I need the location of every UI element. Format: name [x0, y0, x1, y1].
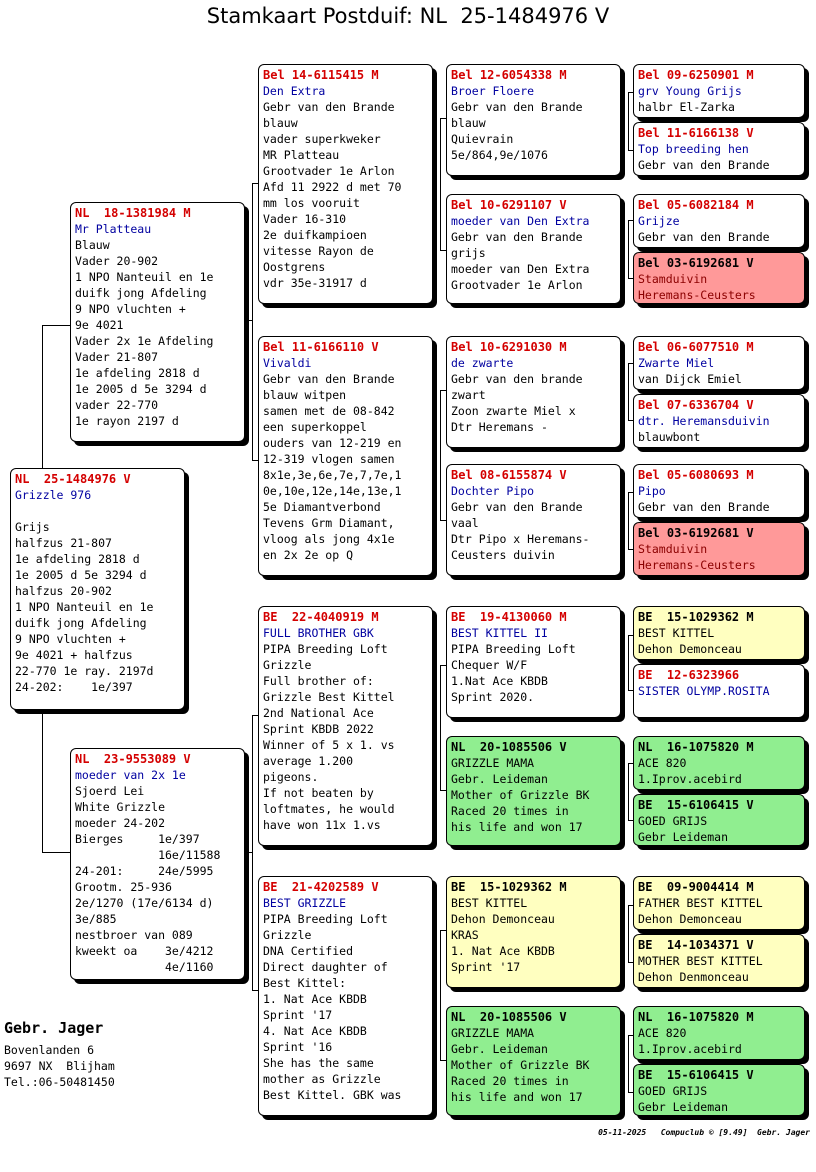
pigeon-notes: PIPA Breeding Loft Grizzle Full brother of: Grizzle Best Kittel 2nd National Ace Sprint KBDB 2022 Winner of 5 x 1. vs average 1.200 pigeons. If not beaten by loftmates, he would have won 11x 1.vs [263, 642, 395, 832]
ring-number-mmfm: BE 14-1034371 V [638, 938, 754, 952]
pigeon-name: Grijze [638, 214, 680, 228]
pigeon-name: grv Young Grijs [638, 84, 742, 98]
pigeon-card-mother[interactable] [70, 748, 245, 980]
pigeon-name: moeder van Den Extra [451, 214, 590, 228]
pigeon-name: Vivaldi [263, 356, 312, 370]
connector [244, 320, 252, 321]
pigeon-notes: Heremans-Ceusters [638, 558, 756, 572]
pigeon-name: BEST KITTEL [451, 896, 528, 910]
pigeon-name: Broer Floere [451, 84, 535, 98]
pigeon-card-mmm[interactable] [446, 1006, 621, 1116]
ring-number-ff: Bel 14-6115415 M [263, 68, 379, 82]
connector [628, 92, 629, 150]
pigeon-notes: Grijs halfzus 21-807 1e afdeling 2818 d 1e 2005 d 5e 3294 d halfzus 20-902 1 NPO Nanteuil en 1e duifk jong Afdeling 9 NPO vluchten + 9e 4021 + halfzus 22-770 1e ray. 2197d 24-202: 1e/397 [15, 520, 154, 694]
pigeon-card-fmf[interactable] [446, 336, 621, 448]
pigeon-notes: Heremans-Ceusters [638, 288, 756, 302]
ring-number-mmf: BE 15-1029362 M [451, 880, 567, 894]
ring-number-mfm: NL 20-1085506 V [451, 740, 567, 754]
pigeon-notes: halbr El-Zarka [638, 100, 735, 114]
pigeon-card-mff[interactable] [446, 606, 621, 718]
pigeon-notes: Dehon Demonceau KRAS 1. Nat Ace KBDB Sprint '17 [451, 912, 555, 974]
pigeon-name: Zwarte Miel [638, 356, 715, 370]
ring-number-mfmf: NL 16-1075820 M [638, 740, 754, 754]
pigeon-name: de zwarte [451, 356, 514, 370]
pigeon-name: Den Extra [263, 84, 326, 98]
pigeon-notes: Dehon Demonceau [638, 642, 742, 656]
pigeon-notes: Gebr van den Brande [638, 500, 770, 514]
ring-number-mmff: BE 09-9004414 M [638, 880, 754, 894]
pigeon-card-fm[interactable] [258, 336, 433, 576]
connector [628, 635, 629, 690]
pigeon-notes: 1.Iprov.acebird [638, 772, 742, 786]
connector [628, 905, 629, 962]
pigeon-name: GOED GRIJS [638, 814, 708, 828]
connector [252, 715, 253, 990]
connector [628, 492, 629, 549]
pigeon-name: GOED GRIJS [638, 1084, 708, 1098]
breeder-name: Gebr. Jager [4, 1019, 104, 1037]
pigeon-card-ffff[interactable] [633, 64, 805, 118]
pigeon-card-fmmf[interactable] [633, 464, 805, 518]
ring-number-fffm: Bel 11-6166138 V [638, 126, 754, 140]
ring-number-fmfm: Bel 07-6336704 V [638, 398, 754, 412]
ring-number-fmff: Bel 06-6077510 M [638, 340, 754, 354]
ring-number-mffm: BE 12-6323966 [638, 668, 740, 682]
pigeon-card-ffmm[interactable] [633, 252, 805, 304]
connector [42, 852, 70, 853]
ring-number-ffff: Bel 09-6250901 M [638, 68, 754, 82]
pigeon-name: ACE 820 [638, 756, 687, 770]
pigeon-notes: Gebr. Leideman Mother of Grizzle BK Raced 20 times in his life and won 17 [451, 772, 590, 834]
pigeon-notes: Blauw Vader 20-902 1 NPO Nanteuil en 1e duifk jong Afdeling 9 NPO vluchten + 9e 4021 Vader 2x 1e Afdeling Vader 21-807 1e afdeling 2818 d 1e 2005 d 5e 3294 d vader 22-770 1e rayon 2197 d [75, 238, 214, 428]
pigeon-card-mfm[interactable] [446, 736, 621, 846]
connector [252, 183, 253, 460]
ring-number-mother: NL 23-9553089 V [75, 752, 191, 766]
pigeon-card-ff[interactable] [258, 64, 433, 304]
ring-number-fff: Bel 12-6054338 M [451, 68, 567, 82]
ring-number-ffmm: Bel 03-6192681 V [638, 256, 754, 270]
pigeon-notes: Gebr van den Brande blauw Quievrain 5e/864,9e/1076 [451, 100, 583, 162]
pigeon-card-mffm[interactable] [633, 664, 805, 718]
connector [42, 325, 70, 326]
connector [440, 665, 441, 790]
connector [628, 1035, 629, 1092]
ring-number-mfmm: BE 15-6106415 V [638, 798, 754, 812]
pigeon-name: FULL BROTHER GBK [263, 626, 374, 640]
pigeon-notes: Gebr. Leideman Mother of Grizzle BK Raced 20 times in his life and won 17 [451, 1042, 590, 1104]
pigeon-name: dtr. Heremansduivin [638, 414, 770, 428]
pigeon-name: Pipo [638, 484, 666, 498]
ring-number-fm: Bel 11-6166110 V [263, 340, 379, 354]
pigeon-notes: PIPA Breeding Loft Chequer W/F 1.Nat Ace KBDB Sprint 2020. [451, 642, 576, 704]
pigeon-notes: Sjoerd Lei White Grizzle moeder 24-202 Bierges 1e/397 16e/11588 24-201: 24e/5995 Grootm. 25-936 2e/1270 (17e/6134 d) 3e/885 nestbroer van 089 kweekt oa 3e/4212 4e/1160 [75, 784, 221, 974]
pigeon-name: BEST KITTEL II [451, 626, 548, 640]
ring-number-fmmf: Bel 05-6080693 M [638, 468, 754, 482]
page-title: Stamkaart Postduif: NL 25-1484976 V [206, 4, 610, 28]
pigeon-card-mf[interactable] [258, 606, 433, 846]
pigeon-card-fff[interactable] [446, 64, 621, 176]
connector [628, 363, 629, 420]
pigeon-notes: Gebr van den Brande grijs moeder van Den Extra Grootvader 1e Arlon [451, 230, 590, 292]
pigeon-card-mmff[interactable] [633, 876, 805, 930]
pigeon-card-mfmm[interactable] [633, 794, 805, 846]
connector [628, 763, 629, 820]
pigeon-card-ffmf[interactable] [633, 194, 805, 248]
pigeon-notes: Gebr van den Brande vaal Dtr Pipo x Heremans- Ceusters duivin [451, 500, 590, 562]
pigeon-card-fffm[interactable] [633, 122, 805, 176]
pigeon-notes: Gebr van den Brande [638, 230, 770, 244]
pigeon-name: MOTHER BEST KITTEL [638, 954, 763, 968]
pigeon-name: ACE 820 [638, 1026, 687, 1040]
connector [440, 118, 441, 250]
pigeon-card-mfmf[interactable] [633, 736, 805, 790]
pigeon-card-fmmm[interactable] [633, 522, 805, 576]
pigeon-name: FATHER BEST KITTEL [638, 896, 763, 910]
ring-number-mfff: BE 15-1029362 M [638, 610, 754, 624]
pigeon-card-subject[interactable] [10, 468, 185, 710]
pigeon-card-mmmf[interactable] [633, 1006, 805, 1060]
pigeon-card-mfff[interactable] [633, 606, 805, 660]
pigeon-name: Grizzle 976 [15, 488, 92, 502]
ring-number-mmmf: NL 16-1075820 M [638, 1010, 754, 1024]
pigeon-notes: 1.Iprov.acebird [638, 1042, 742, 1056]
pigeon-card-mm[interactable] [258, 876, 433, 1116]
ring-number-mmmm: BE 15-6106415 V [638, 1068, 754, 1082]
pigeon-name: Top breeding hen [638, 142, 749, 156]
pigeon-name: Mr Platteau [75, 222, 152, 236]
pigeon-name: Dochter Pipo [451, 484, 535, 498]
ring-number-fmm: Bel 08-6155874 V [451, 468, 567, 482]
connector [244, 852, 252, 853]
pigeon-notes: Gebr Leideman [638, 830, 729, 844]
ring-number-fmf: Bel 10-6291030 M [451, 340, 567, 354]
ring-number-mf: BE 22-4040919 M [263, 610, 379, 624]
pigeon-notes: Gebr Leideman [638, 1100, 729, 1114]
pigeon-card-ffm[interactable] [446, 194, 621, 304]
pigeon-card-mmf[interactable] [446, 876, 621, 988]
pigeon-notes: Gebr van den Brande [638, 158, 770, 172]
pigeon-notes: Gebr van den brande zwart Zoon zwarte Miel x Dtr Heremans - [451, 372, 583, 434]
connector [42, 325, 43, 470]
pigeon-card-fmfm[interactable] [633, 394, 805, 448]
ring-number-mmm: NL 20-1085506 V [451, 1010, 567, 1024]
pigeon-card-mmfm[interactable] [633, 934, 805, 988]
pigeon-card-fmff[interactable] [633, 336, 805, 390]
pigeon-name: moeder van 2x 1e [75, 768, 186, 782]
ring-number-ffm: Bel 10-6291107 V [451, 198, 567, 212]
pigeon-name: BEST KITTEL [638, 626, 715, 640]
breeder-address: Bovenlanden 6 9697 NX Blijham Tel.:06-50481450 [4, 1043, 115, 1089]
ring-number-father: NL 18-1381984 M [75, 206, 191, 220]
footer-credit: 05-11-2025 Compuclub © [9.49] Gebr. Jager [598, 1128, 810, 1137]
pigeon-name: Stamduivin [638, 272, 708, 286]
pigeon-notes: Gebr van den Brande blauw witpen samen met de 08-842 een superkoppel ouders van 12-219 en 12-319 vlogen samen 8x1e,3e,6e,7e,7,7e,1 0e,10e,12e,14e,13e,1 5e Diamantverbond Tevens Grm Diamant, vloog als jong 4x1e en 2x 2e op Q [263, 372, 402, 562]
ring-number-ffmf: Bel 05-6082184 M [638, 198, 754, 212]
ring-number-mm: BE 21-4202589 V [263, 880, 379, 894]
connector [42, 710, 43, 852]
pigeon-name: Stamduivin [638, 542, 708, 556]
pigeon-notes: PIPA Breeding Loft Grizzle DNA Certified Direct daughter of Best Kittel: 1. Nat Ace KBDB Sprint '17 4. Nat Ace KBDB Sprint '16 She has the same mother as Grizzle Best Kittel. GBK was [263, 912, 402, 1102]
ring-number-subject: NL 25-1484976 V [15, 472, 131, 486]
connector [440, 930, 441, 1060]
ring-number-fmmm: Bel 03-6192681 V [638, 526, 754, 540]
pigeon-notes: Gebr van den Brande blauw vader superkweker MR Platteau Grootvader 1e Arlon Afd 11 2922 d met 70 mm los vooruit Vader 16-310 2e duifkampioen vitesse Rayon de Oostgrens vdr 35e-31917 d [263, 100, 402, 290]
pigeon-notes: Dehon Demonceau [638, 912, 742, 926]
pigeon-notes: Dehon Denmonceau [638, 970, 749, 984]
ring-number-mff: BE 19-4130060 M [451, 610, 567, 624]
pigeon-notes: blauwbont [638, 430, 701, 444]
pigeon-name: SISTER OLYMP.ROSITA [638, 684, 770, 698]
pigeon-card-father[interactable] [70, 202, 245, 442]
connector [440, 390, 441, 520]
connector [628, 220, 629, 278]
pigeon-name: GRIZZLE MAMA [451, 1026, 535, 1040]
pigeon-name: BEST GRIZZLE [263, 896, 347, 910]
pigeon-card-mmmm[interactable] [633, 1064, 805, 1116]
pigeon-notes: van Dijck Emiel [638, 372, 742, 386]
pigeon-card-fmm[interactable] [446, 464, 621, 576]
pigeon-name: GRIZZLE MAMA [451, 756, 535, 770]
